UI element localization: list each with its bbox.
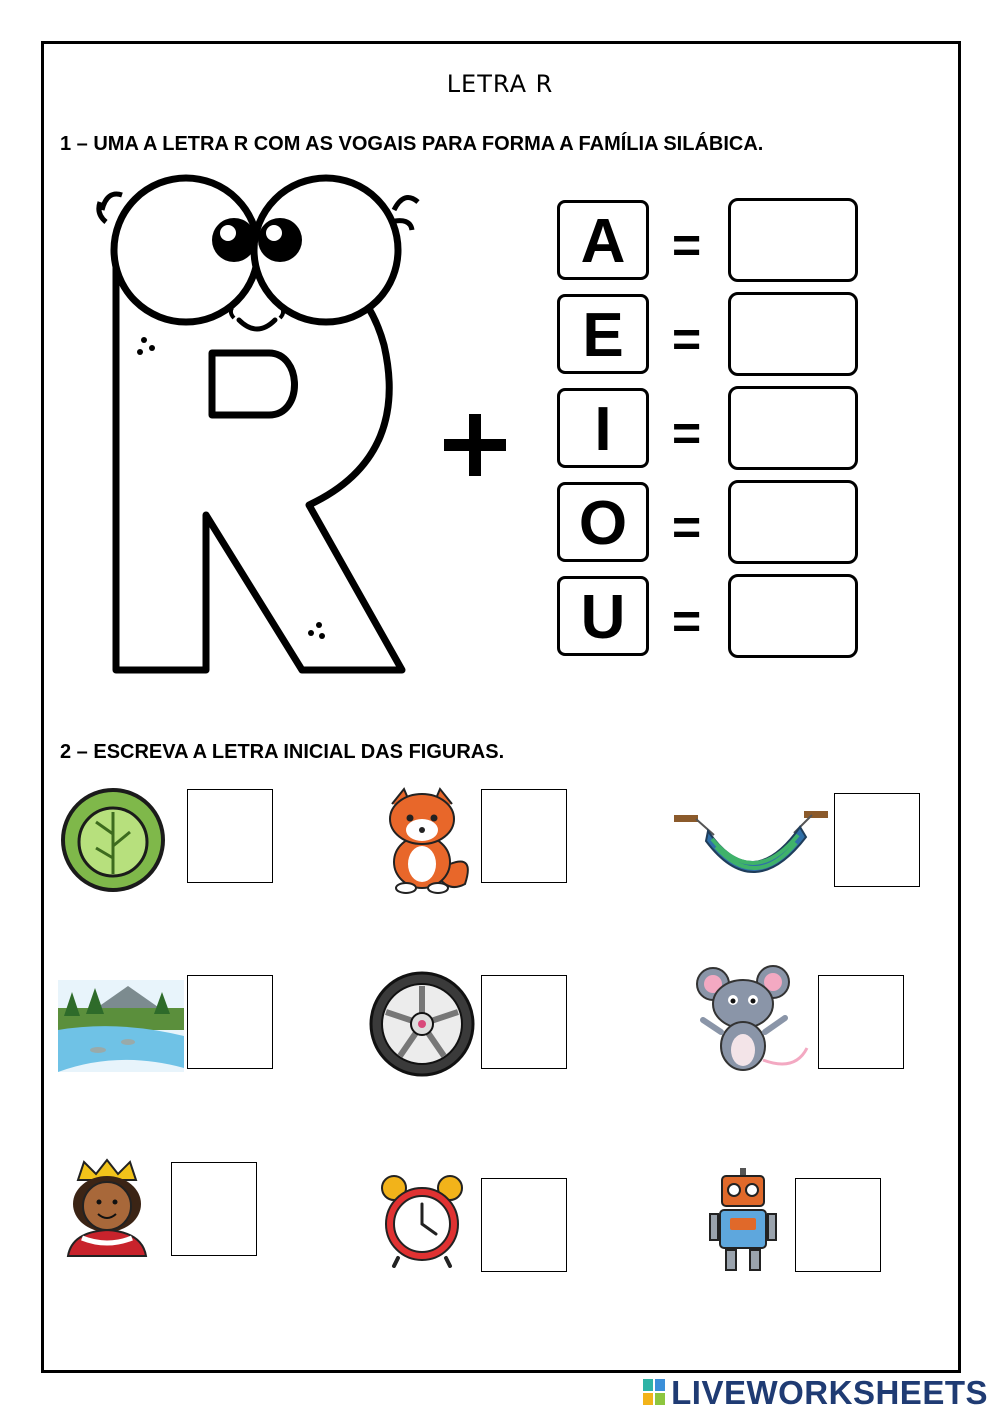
equals-sign: = xyxy=(672,311,702,367)
answer-box-fox[interactable] xyxy=(481,789,567,883)
mouse-icon xyxy=(695,962,815,1077)
page-title: LETRA R xyxy=(446,70,554,98)
vowel-i: I xyxy=(557,388,649,468)
equals-sign: = xyxy=(672,405,702,461)
alarm-clock-icon xyxy=(374,1172,470,1268)
answer-box-river[interactable] xyxy=(187,975,273,1069)
robot-icon xyxy=(708,1168,778,1272)
liveworksheets-logo-icon xyxy=(643,1379,667,1407)
answer-box-e[interactable] xyxy=(728,292,858,376)
answer-box-queen[interactable] xyxy=(171,1162,257,1256)
vowel-a: A xyxy=(557,200,649,280)
answer-box-robot[interactable] xyxy=(795,1178,881,1272)
fox-icon xyxy=(370,784,475,894)
question-2: 2 – ESCREVA A LETRA INICIAL DAS FIGURAS. xyxy=(60,741,505,763)
liveworksheets-logo xyxy=(643,1374,988,1412)
answer-box-clock[interactable] xyxy=(481,1178,567,1272)
wheel-icon xyxy=(366,968,478,1080)
vowel-u: U xyxy=(557,576,649,656)
river-icon xyxy=(58,980,184,1072)
queen-icon xyxy=(64,1158,150,1258)
answer-box-o[interactable] xyxy=(728,480,858,564)
answer-box-wheel[interactable] xyxy=(481,975,567,1069)
answer-box-cabbage[interactable] xyxy=(187,789,273,883)
equals-sign: = xyxy=(672,593,702,649)
answer-box-a[interactable] xyxy=(728,198,858,282)
letter-r-character-icon xyxy=(94,170,424,680)
vowel-o: O xyxy=(557,482,649,562)
answer-box-i[interactable] xyxy=(728,386,858,470)
cabbage-icon xyxy=(58,784,168,894)
vowel-e: E xyxy=(557,294,649,374)
equals-sign: = xyxy=(672,217,702,273)
equals-sign: = xyxy=(672,499,702,555)
answer-box-hammock[interactable] xyxy=(834,793,920,887)
plus-icon xyxy=(440,410,510,480)
brand-text: LIVEWORKSHEETS xyxy=(671,1374,988,1411)
hammock-icon xyxy=(672,805,832,885)
answer-box-mouse[interactable] xyxy=(818,975,904,1069)
answer-box-u[interactable] xyxy=(728,574,858,658)
question-1: 1 – UMA A LETRA R COM AS VOGAIS PARA FORMA A FAMÍLIA SILÁBICA. xyxy=(60,133,764,155)
